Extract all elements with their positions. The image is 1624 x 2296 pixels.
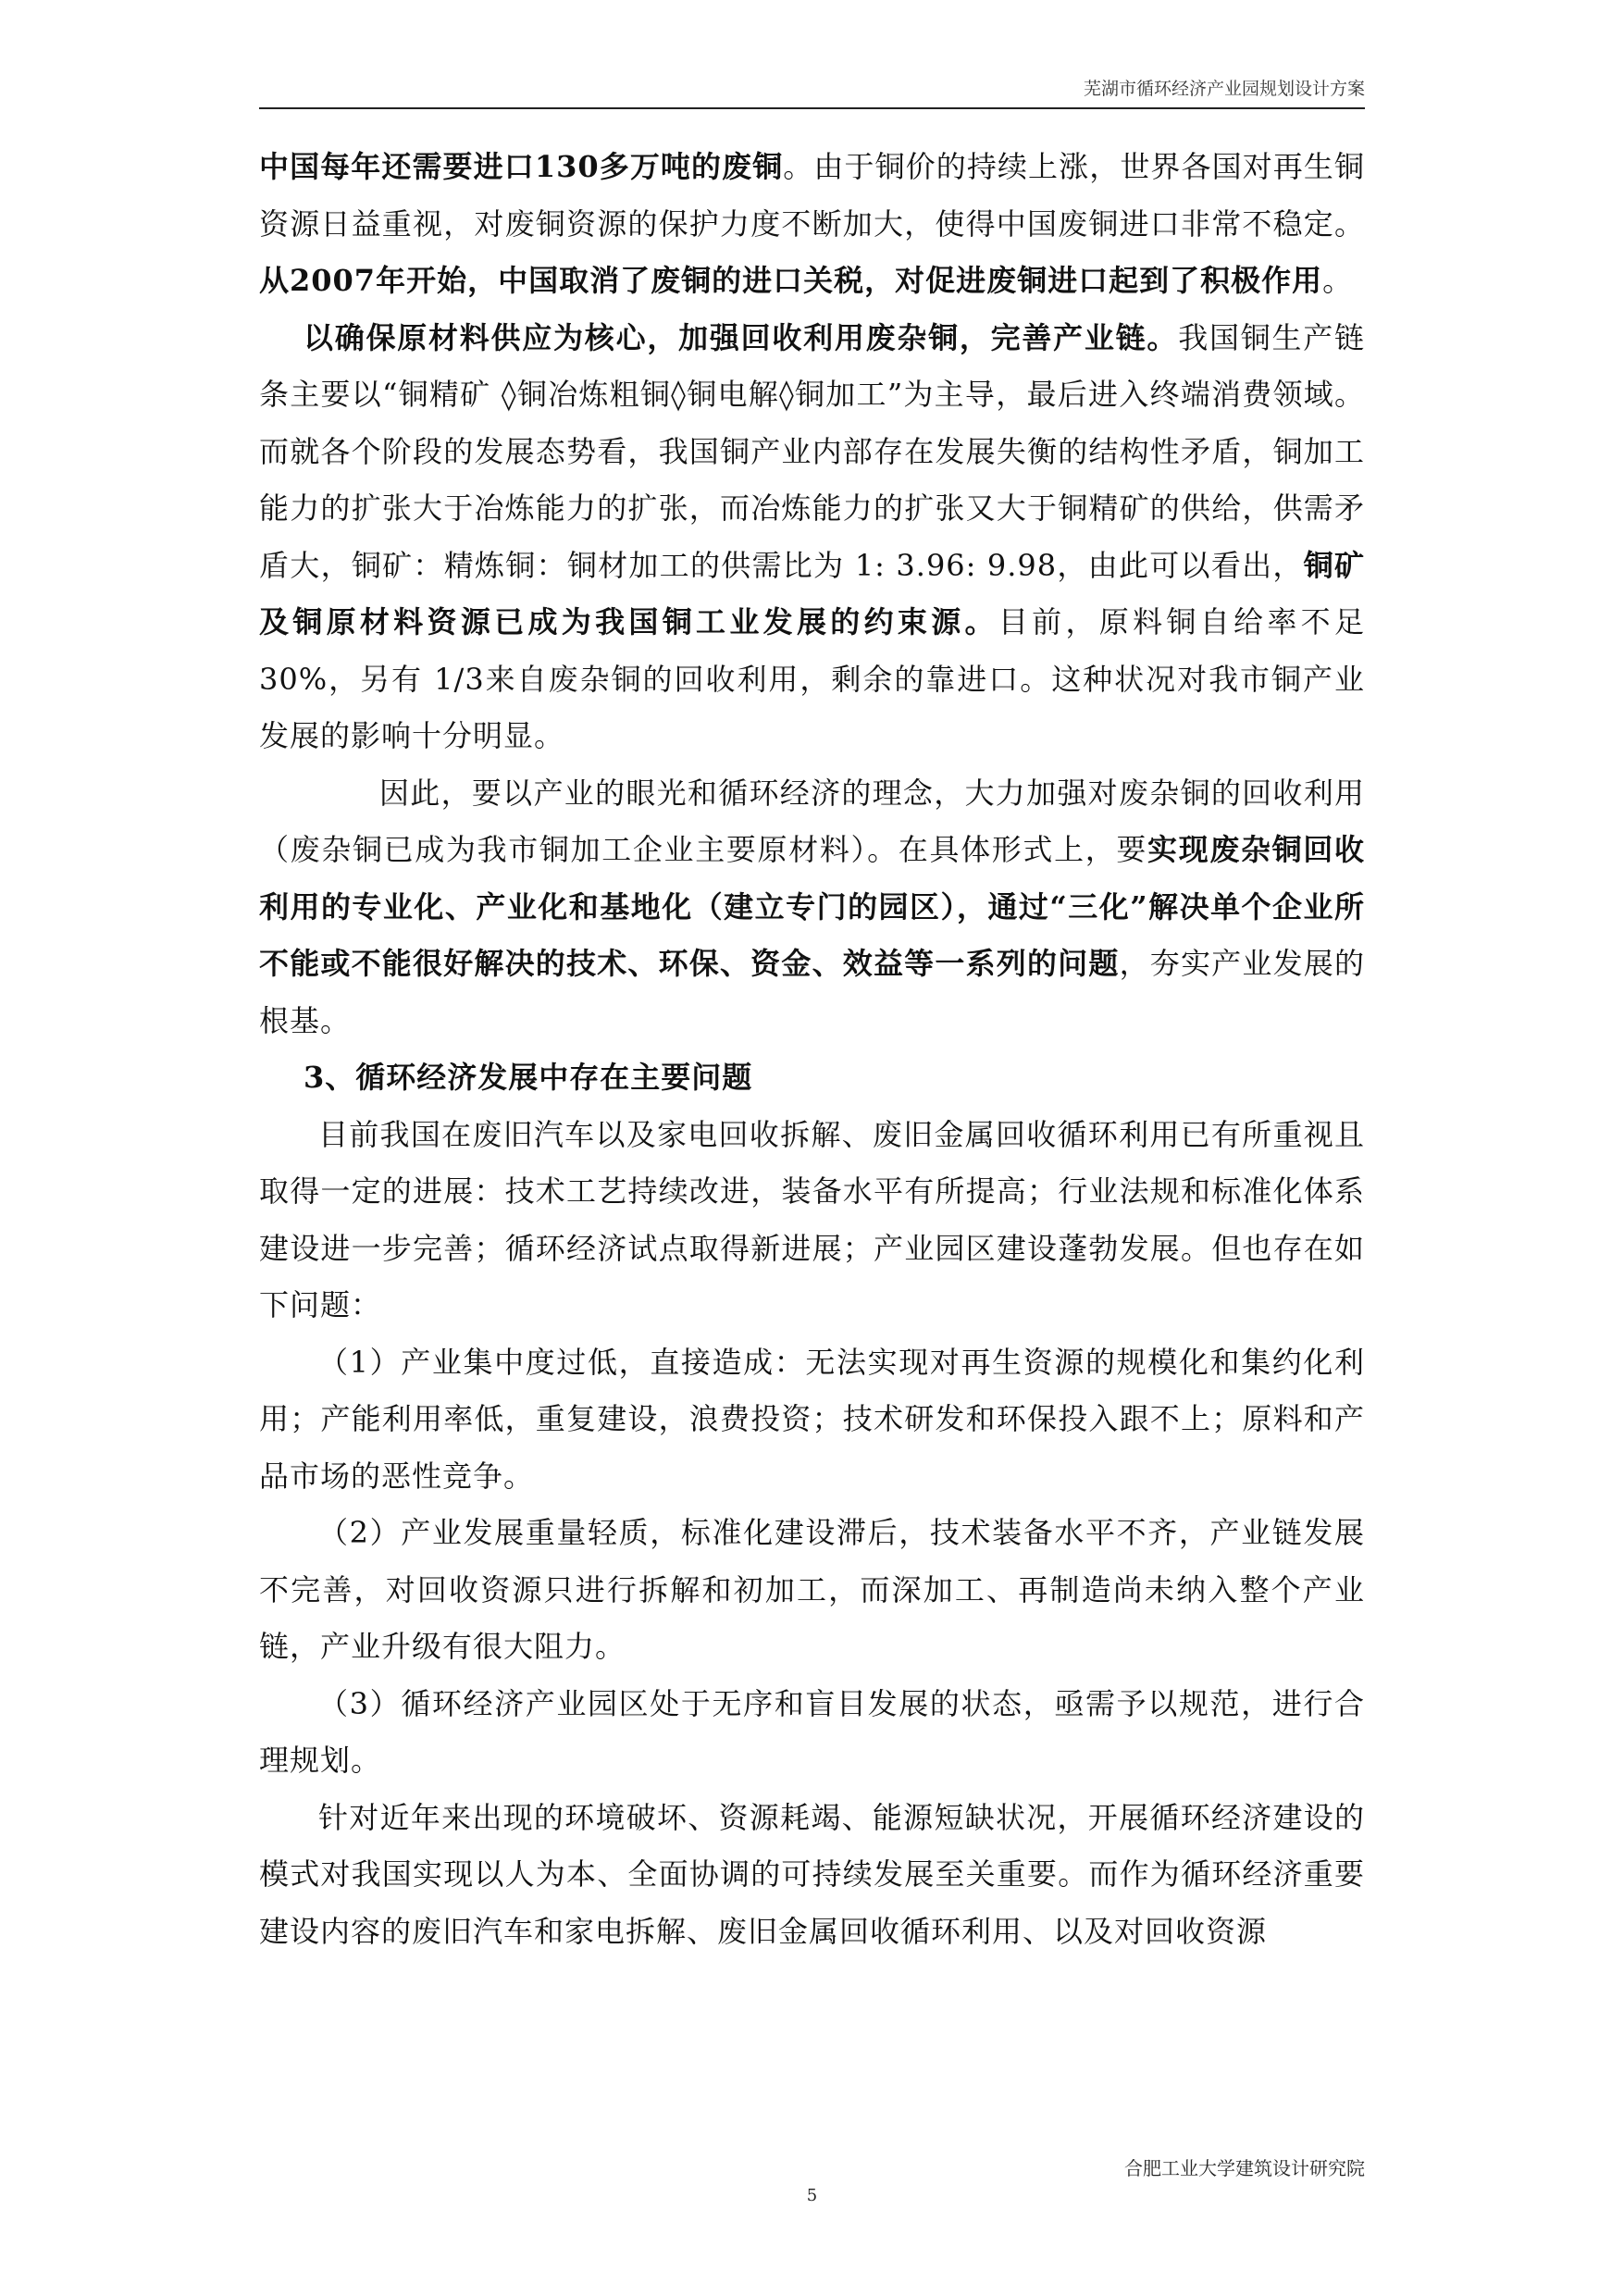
- list-item-problem-2: （2）产业发展重量轻质，标准化建设滞后，技术装备水平不齐，产业链发展不完善，对回收资源只进行拆解和初加工，而深加工、再制造尚未纳入整个产业链，产业升级有很大阻力。: [259, 1515, 1365, 1664]
- paragraph-recycling: [259, 765, 1365, 1050]
- list-item-problem-1: （1）产业集中度过低，直接造成：无法实现对再生资源的规模化和集约化利用；产能利用率低，重复建设，浪费投资；技术研发和环保投入跟不上；原料和产品市场的恶性竞争。: [259, 1344, 1365, 1494]
- bold-text: 中国每年还需要进口130多万吨的废铜: [259, 149, 784, 184]
- paragraph-conclusion: 针对近年来出现的环境破坏、资源耗竭、能源短缺状况，开展循环经济建设的模式对我国实现以人为本、全面协调的可持续发展至关重要。而作为循环经济重要建设内容的废旧汽车和家电拆解、废旧金属回收循环利用、以及对回收资源: [259, 1799, 1365, 1949]
- body-text: 因此，要以产业的眼光和循环经济的理念，大力加强对废杂铜的回收利用（废杂铜已成为我市铜加工企业主要原材料）。在具体形式上，要: [259, 775, 1365, 867]
- list-item-problem-3: （3）循环经济产业园区处于无序和盲目发展的状态，亟需予以规范，进行合理规划。: [259, 1685, 1365, 1778]
- bold-text: 以确保原材料供应为核心，加强回收利用废杂铜，完善产业链。: [304, 319, 1179, 355]
- body-text: 目前，原料铜自给率不足 30%，另有 1/3来自废杂铜的回收利用，剩余的靠进口。这种状况对我市铜产业发展的影响十分明显。: [259, 604, 1365, 753]
- document-body: [259, 139, 1365, 1960]
- footer-institution: 合肥工业大学建筑设计研究院: [1124, 2157, 1365, 2179]
- bold-text: 从2007年开始，中国取消了废铜的进口关税，对促进废铜进口起到了积极作用: [259, 263, 1323, 298]
- body-text: 我国铜生产链条主要以“铜精矿 ◊铜冶炼粗铜◊铜电解◊铜加工”为主导，最后进入终端消费领域。而就各个阶段的发展态势看，我国铜产业内部存在发展失衡的结构性矛盾，铜加工能力的扩张大于冶炼能力的扩张，而冶炼能力的扩张又大于铜精矿的供给，供需矛盾大，铜矿：精炼铜：铜材加工的供需比为 1: 3.96: 9.98，由此可以看出，: [259, 319, 1365, 583]
- header-title: 芜湖市循环经济产业园规划设计方案: [1083, 79, 1365, 99]
- body-text: ，夯实产业发展的根基。: [259, 946, 1365, 1038]
- bold-text: 铜矿及铜原材料资源已成为我国铜工业发展的约束源。: [259, 547, 1365, 639]
- paragraph-progress: 目前我国在废旧汽车以及家电回收拆解、废旧金属回收循环利用已有所重视且取得一定的进展：技术工艺持续改进，装备水平有所提高；行业法规和标准化体系建设进一步完善；循环经济试点取得新进展；产业园区建设蓬勃发展。但也存在如下问题：: [259, 1116, 1365, 1322]
- body-text: 。: [1322, 263, 1354, 298]
- bold-text: 实现废杂铜回收利用的专业化、产业化和基地化（建立专门的园区），通过“三化”解决单个企业所不能或不能很好解决的技术、环保、资金、效益等一系列的问题: [259, 832, 1365, 981]
- paragraph-raw-material: [259, 310, 1365, 765]
- body-text: 。由于铜价的持续上涨，世界各国对再生铜资源日益重视，对废铜资源的保护力度不断加大，使得中国废铜进口非常不稳定。: [259, 149, 1365, 242]
- paragraph-copper-import: [259, 139, 1365, 310]
- page-number: 5: [806, 2186, 818, 2205]
- page-header: [259, 68, 1365, 109]
- section-heading: 3、循环经济发展中存在主要问题: [304, 1060, 753, 1095]
